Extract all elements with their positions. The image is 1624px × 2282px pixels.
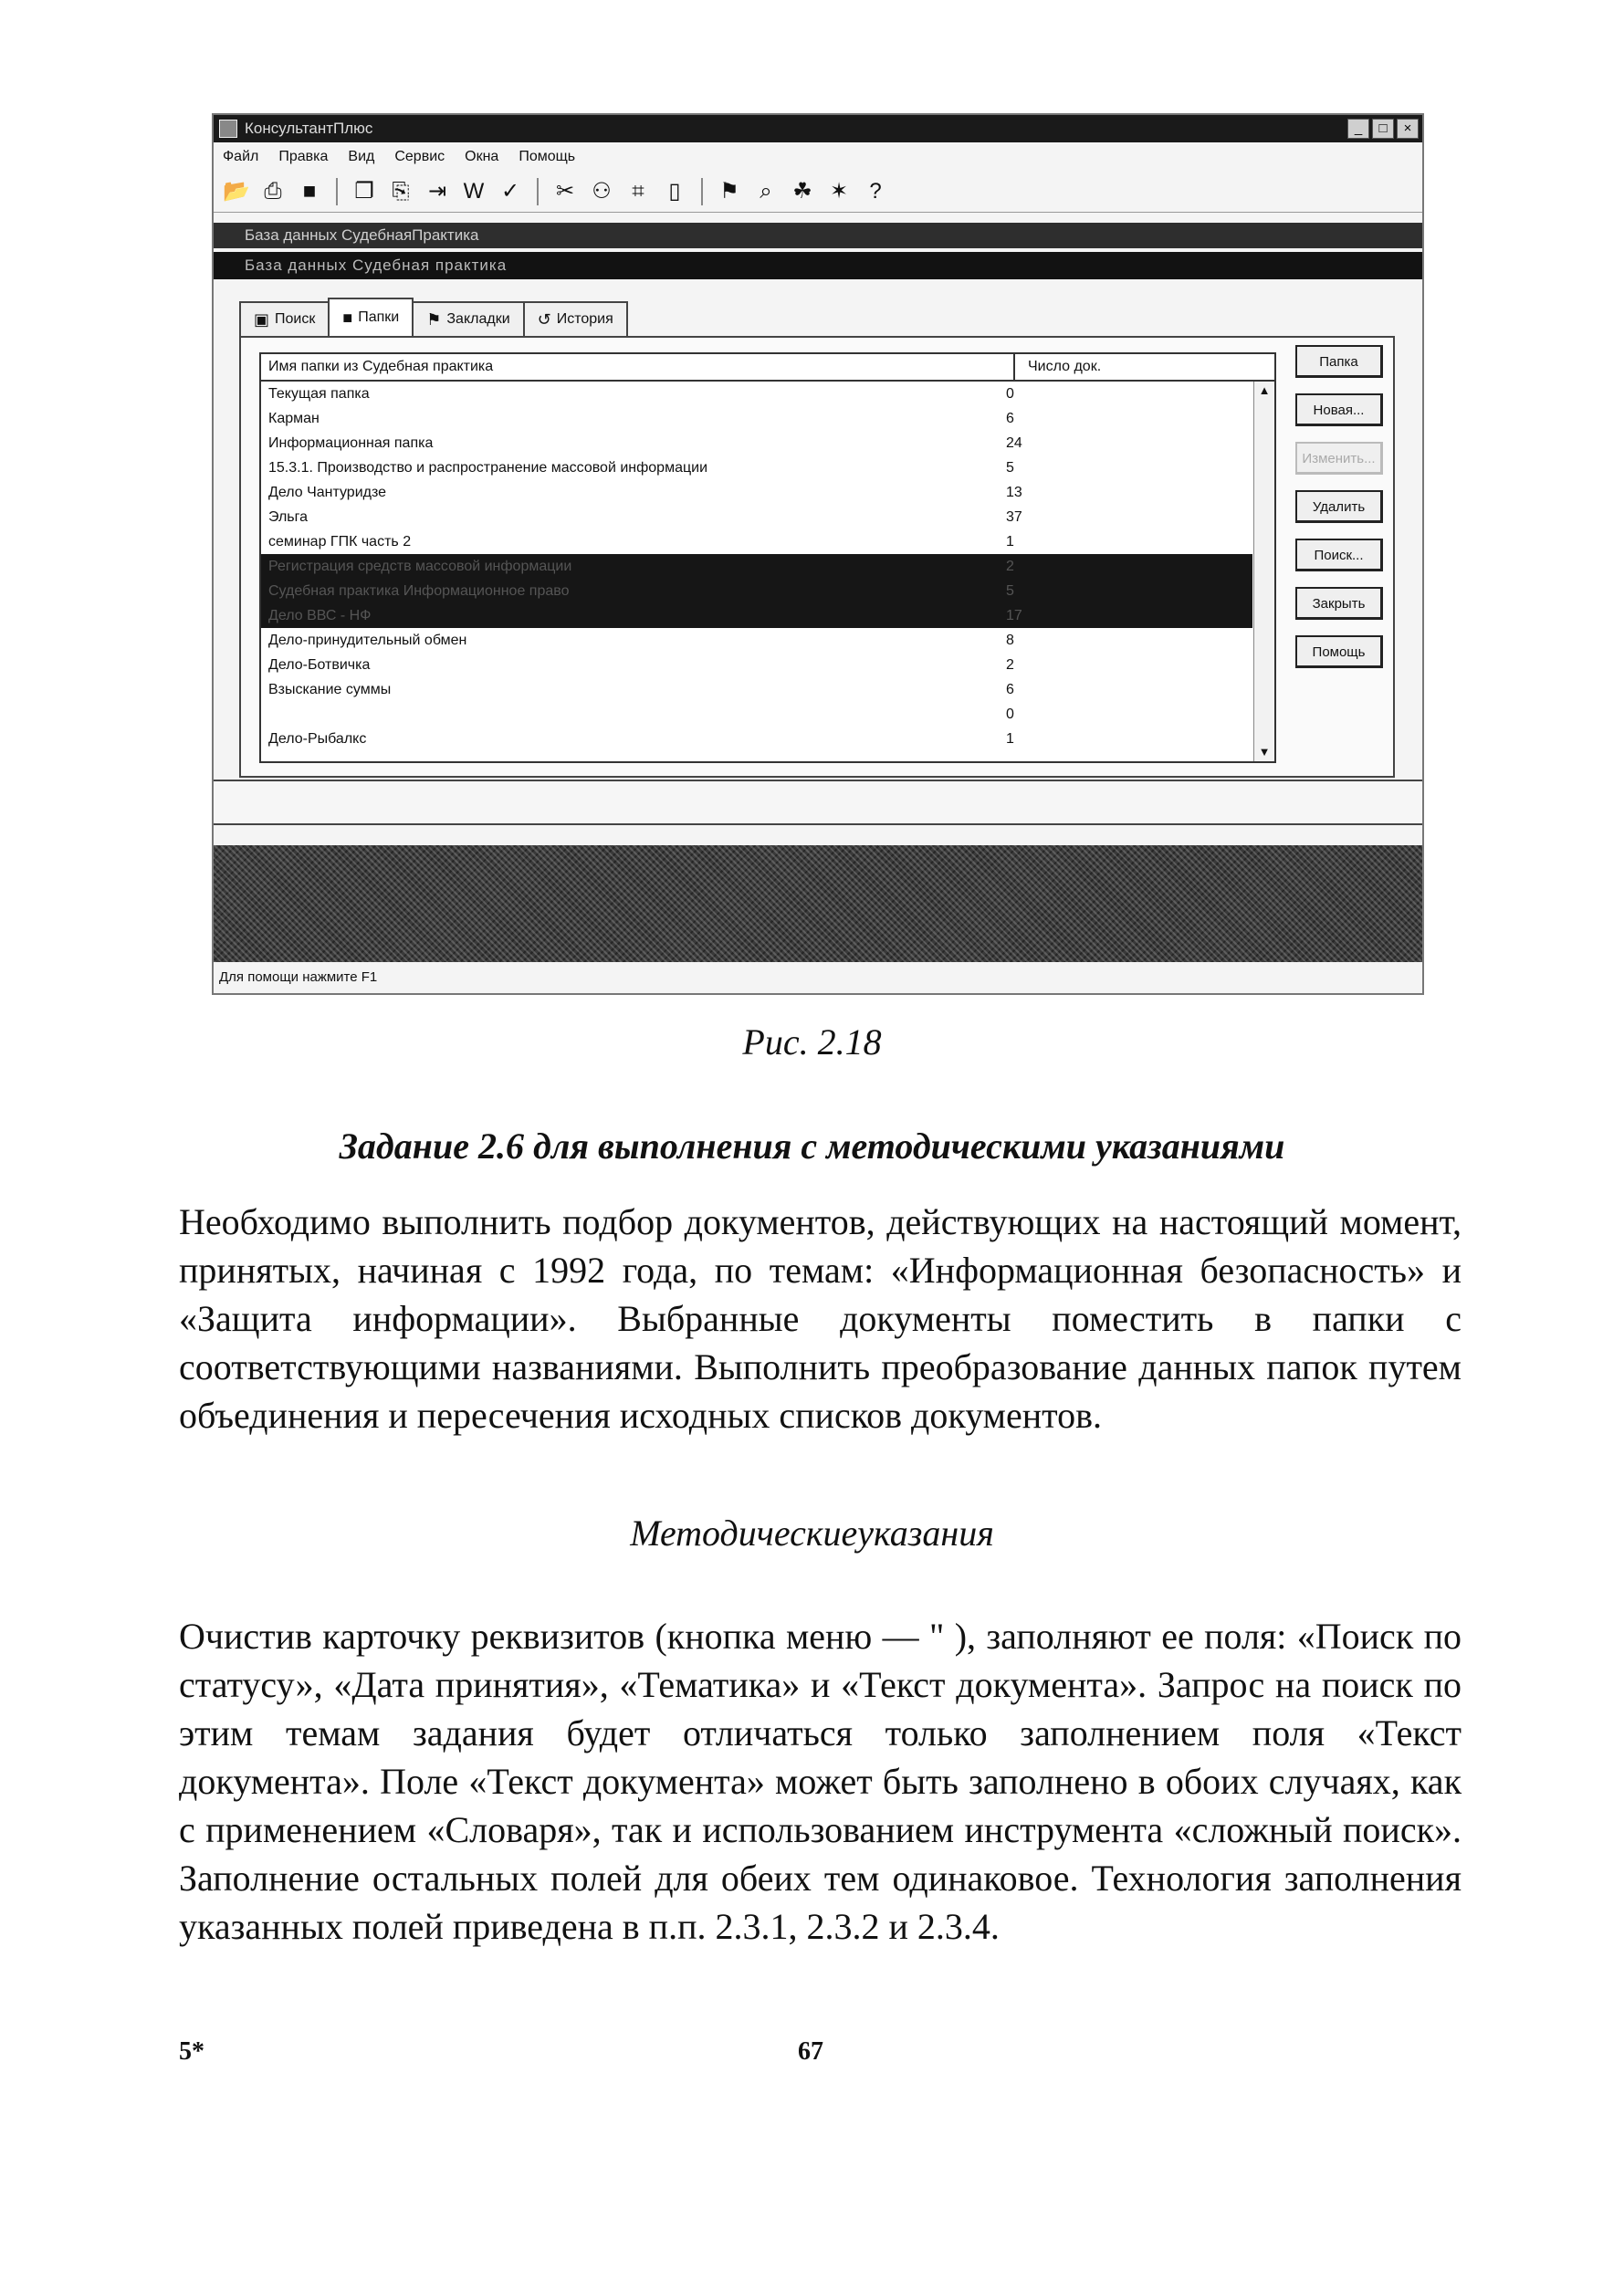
word-icon[interactable]: W: [463, 179, 485, 204]
doc-count: 37: [1006, 509, 1022, 525]
table-row[interactable]: [261, 677, 1252, 702]
scroll-down-icon[interactable]: ▼: [1258, 745, 1271, 759]
toolbar-separator: [701, 178, 703, 205]
folder-name: [261, 702, 993, 727]
folder-name: Регистрация средств массовой информации: [268, 559, 572, 574]
table-row[interactable]: [261, 628, 1252, 653]
folder-name: Текущая папка: [268, 386, 370, 402]
folder-name: 15.3.1. Производство и распространение массовой информации: [268, 460, 708, 476]
app-titlebar: [214, 115, 1422, 142]
subwindow-back-titlebar: [214, 223, 1422, 248]
tab-label: Папки: [358, 309, 400, 325]
search-icon: ▣: [254, 309, 270, 329]
doc-count: 1: [1006, 534, 1014, 550]
menu-help[interactable]: Помощь: [519, 149, 576, 164]
table-row[interactable]: [261, 480, 1252, 505]
folder-name: Дело-Рыбалкс: [268, 731, 367, 747]
table-row[interactable]: [261, 653, 1252, 677]
table-row[interactable]: [261, 579, 1252, 603]
list-scrollbar[interactable]: [1253, 382, 1274, 761]
scroll-up-icon[interactable]: ▲: [1258, 383, 1271, 397]
menu-file[interactable]: Файл: [223, 149, 259, 164]
tab-folders[interactable]: [328, 298, 414, 336]
folders-panel: [239, 336, 1395, 778]
doc-count: 2: [1006, 657, 1014, 673]
app-icon: [219, 120, 237, 138]
search-button[interactable]: Поиск...: [1295, 539, 1383, 571]
help-icon[interactable]: ?: [869, 179, 882, 204]
minimize-button[interactable]: _: [1347, 119, 1369, 139]
doc-count: 1: [1006, 731, 1014, 747]
print-icon[interactable]: ⎙: [264, 179, 282, 204]
column-header-name[interactable]: Имя папки из Судебная практика: [261, 354, 1015, 380]
list-rows: [261, 382, 1252, 761]
method-paragraph: Очистив карточку реквизитов (кнопка меню — " ), заполняют ее поля: «Поиск по статусу», «Дата принятия», «Тематика» и «Текст документа». Запрос на поиск по этим темам задания будет отличаться только заполнением поля «Текст документа». Поле «Текст документа» может быть заполнено в обоих случаях, как с применением «Словаря», так и использованием инструмента «сложный поиск». Заполнение остальных полей для обеих тем одинаковое. Технология заполнения указанных полей приведена в п.п. 2.3.1, 2.3.2 и 2.3.4.: [179, 1616, 1462, 1947]
table-row[interactable]: [261, 455, 1252, 480]
toolbar: [214, 172, 1422, 213]
column-header-count[interactable]: Число док.: [1028, 359, 1102, 374]
signature-mark: 5*: [179, 2037, 204, 2066]
doc-count: 5: [1006, 583, 1014, 599]
workspace-background: [214, 845, 1422, 962]
app-title: КонсультантПлюс: [245, 120, 373, 137]
binoculars-icon[interactable]: ⚇: [592, 179, 612, 204]
folder-name: Дело Чантуридзе: [268, 485, 387, 500]
menu-bar: [214, 144, 1422, 170]
table-row[interactable]: [261, 727, 1252, 751]
status-text: Для помощи нажмите F1: [219, 969, 378, 985]
search-card-icon[interactable]: ⌕: [760, 179, 772, 204]
page-number: 67: [798, 2037, 823, 2066]
table-row[interactable]: [261, 529, 1252, 554]
bookmark-icon: ⚑: [426, 309, 442, 329]
new-button[interactable]: Новая...: [1295, 393, 1383, 426]
menu-service[interactable]: Сервис: [394, 149, 445, 164]
doc-count: 0: [1006, 386, 1014, 402]
method-subheading: Методическиеуказания: [630, 1513, 994, 1554]
table-row[interactable]: [261, 406, 1252, 431]
check-icon[interactable]: ✓: [500, 179, 520, 204]
table-row[interactable]: [261, 505, 1252, 529]
folder-name: Взыскание суммы: [268, 682, 392, 697]
folder-list[interactable]: [259, 352, 1276, 763]
doc-count: 24: [1006, 435, 1022, 451]
folder-buttons: [1295, 345, 1383, 668]
close-button[interactable]: ×: [1397, 119, 1419, 139]
folder-name: Дело ВВС - НФ: [268, 608, 372, 623]
table-row[interactable]: [261, 554, 1252, 579]
folder-name: Дело-принудительный обмен: [268, 633, 467, 648]
bookmark-icon[interactable]: ⚑: [719, 179, 739, 204]
folder-icon: ■: [342, 308, 353, 327]
tree-icon[interactable]: ☘: [792, 179, 812, 204]
screenshot-figure: [212, 113, 1424, 995]
doc-count: 6: [1006, 682, 1014, 697]
table-row[interactable]: [261, 382, 1252, 406]
tab-history[interactable]: [523, 301, 628, 336]
doc-count: 2: [1006, 559, 1014, 574]
edit-button[interactable]: Изменить...: [1295, 442, 1383, 475]
menu-windows[interactable]: Окна: [465, 149, 499, 164]
window-controls: [1347, 119, 1419, 139]
doc-count: 8: [1006, 633, 1014, 648]
history-icon: ↺: [537, 309, 551, 329]
folder-name: Дело-Ботвичка: [268, 657, 371, 673]
doc-count: 17: [1006, 608, 1022, 623]
tab-label: Закладки: [446, 311, 510, 327]
doc-count: 13: [1006, 485, 1022, 500]
close-window-button[interactable]: Закрыть: [1295, 587, 1383, 620]
folder-name: Карман: [268, 411, 320, 426]
find-icon[interactable]: ⌗: [632, 179, 644, 204]
subwindow-back-title: База данных СудебнаяПрактика: [245, 226, 479, 244]
tab-label: Поиск: [275, 311, 316, 327]
table-row[interactable]: [261, 603, 1252, 628]
maximize-button[interactable]: □: [1372, 119, 1394, 139]
paste-icon[interactable]: ⎘: [392, 179, 410, 204]
task-paragraph: Необходимо выполнить подбор документов, действующих на настоящий момент, принятых, начиная с 1992 года, по темам: «Информационная безопасность» и «Защита информации». Выбранные документы поместить в папки с соответствующими названиями. Выполнить преобразование данных папок путем объединения и пересечения исходных списков документов.: [179, 1201, 1462, 1436]
new-doc-icon[interactable]: ▯: [668, 179, 681, 204]
star-icon[interactable]: ✶: [829, 179, 849, 204]
doc-count: 0: [1006, 707, 1014, 722]
doc-count: 5: [1006, 460, 1014, 476]
export-icon[interactable]: ⇥: [427, 179, 447, 204]
folder-name: Информационная папка: [268, 435, 434, 451]
lower-panel: [214, 780, 1422, 825]
table-row[interactable]: [261, 431, 1252, 455]
menu-edit[interactable]: Правка: [278, 149, 329, 164]
help-button[interactable]: Помощь: [1295, 635, 1383, 668]
task-heading: Задание 2.6 для выполнения с методическими указаниями: [339, 1125, 1285, 1167]
toolbar-separator: [537, 178, 539, 205]
table-row[interactable]: [261, 702, 1252, 727]
cut-icon[interactable]: ✂: [555, 179, 575, 204]
subwindow-title: База данных Судебная практика: [245, 256, 508, 274]
folder-open-icon[interactable]: 📂: [223, 179, 250, 204]
status-bar: [214, 964, 1422, 991]
tab-bookmarks[interactable]: [412, 301, 524, 336]
tab-strip: [239, 299, 626, 336]
toolbar-separator: [336, 178, 338, 205]
save-icon[interactable]: ■: [302, 179, 317, 204]
delete-button[interactable]: Удалить: [1295, 490, 1383, 523]
list-header: [261, 354, 1274, 382]
tab-search[interactable]: [239, 301, 330, 336]
menu-view[interactable]: Вид: [348, 149, 375, 164]
folder-name: семинар ГПК часть 2: [268, 534, 412, 550]
subwindow-titlebar: [214, 252, 1422, 279]
folder-name: Эльга: [268, 509, 309, 525]
copy-icon[interactable]: ❐: [354, 179, 374, 204]
figure-caption: Рис. 2.18: [742, 1021, 882, 1062]
folder-name: Судебная практика Информационное право: [268, 583, 570, 599]
doc-count: 6: [1006, 411, 1014, 426]
tab-label: История: [556, 311, 613, 327]
folder-button[interactable]: Папка: [1295, 345, 1383, 378]
